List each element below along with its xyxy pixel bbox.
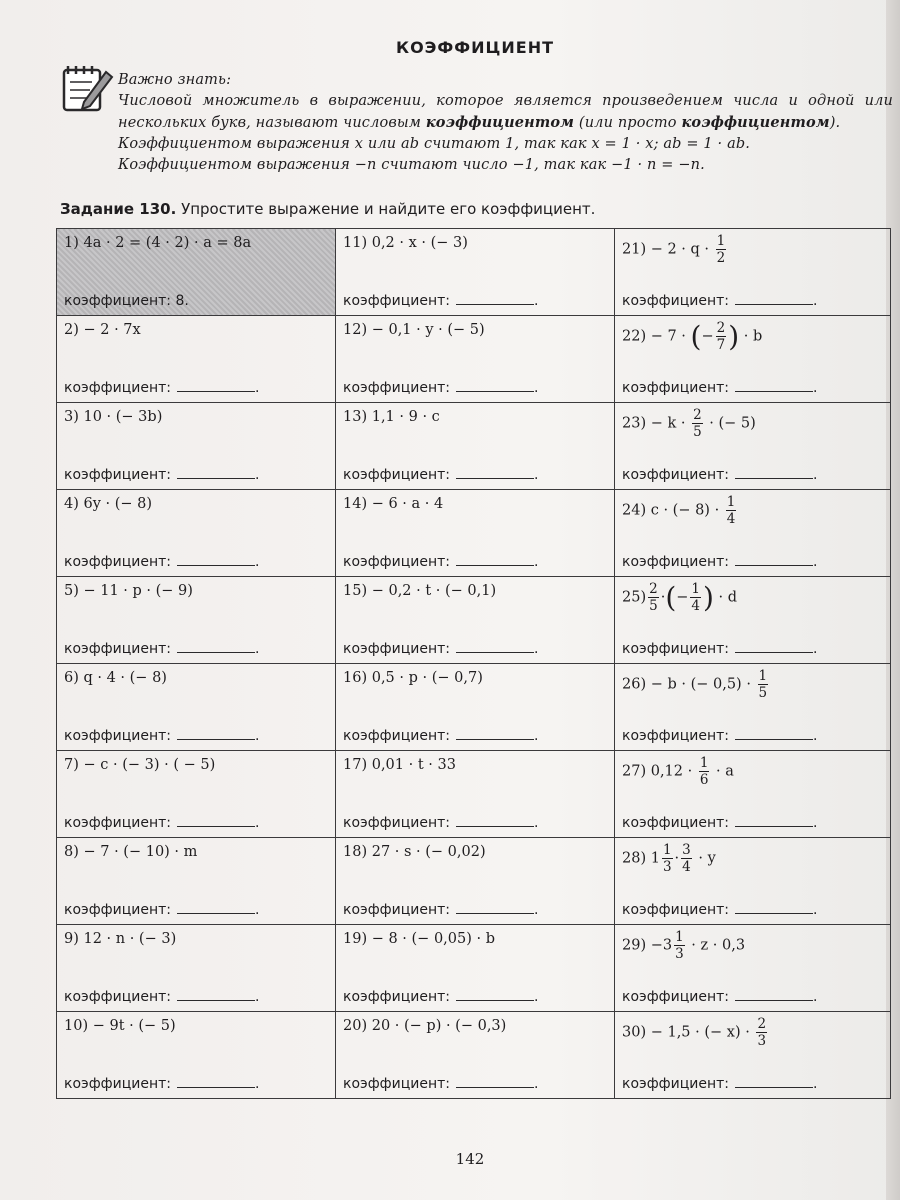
answer-line: коэффициент: .: [343, 554, 539, 570]
answer-blank[interactable]: [735, 466, 813, 479]
exercise-cell-13: [336, 403, 615, 490]
exercise-cell-28: [615, 838, 891, 925]
exercise-expression: 6) q · 4 · (− 8): [64, 670, 167, 686]
answer-line: коэффициент: .: [622, 380, 818, 396]
table-row: [57, 838, 891, 925]
exercise-expression: 9) 12 · n · (− 3): [64, 931, 177, 947]
exercise-cell-10: [57, 1012, 336, 1099]
exercise-expression: 29) −3 $\frac{1}{3}$ · z · 0,3: [622, 929, 746, 962]
exercise-cell-20: [336, 1012, 615, 1099]
page-title: КОЭФФИЦИЕНТ: [395, 38, 554, 57]
answer-blank[interactable]: [456, 379, 534, 392]
exercise-cell-6: [57, 664, 336, 751]
answer-line: коэффициент: .: [343, 989, 539, 1005]
answer-blank[interactable]: [735, 292, 813, 305]
answer-line: коэффициент: .: [343, 293, 539, 309]
answer-blank[interactable]: [456, 553, 534, 566]
exercise-expression: 24) c · (− 8) · $\frac{1}{4}$: [622, 494, 736, 527]
table-row: [57, 751, 891, 838]
exercise-expression: 19) − 8 · (− 0,05) · b: [343, 931, 495, 947]
exercise-expression: 7) − c · (− 3) · ( − 5): [64, 757, 216, 773]
answer-line: коэффициент: .: [343, 902, 539, 918]
notepad-pencil-icon: [60, 62, 114, 114]
exercise-cell-16: [336, 664, 615, 751]
answer-line: коэффициент: .: [343, 380, 539, 396]
answer-blank[interactable]: [735, 727, 813, 740]
note-line-3: Коэффициентом выражения −n считают число −1, так как −1 · n = −n.: [118, 157, 705, 173]
answer-line: коэффициент: .: [343, 728, 539, 744]
exercise-expression: 20) 20 · (− p) · (− 0,3): [343, 1018, 507, 1034]
exercise-cell-17: [336, 751, 615, 838]
table-row: [57, 1012, 891, 1099]
exercise-expression: 5) − 11 · p · (− 9): [64, 583, 193, 599]
exercise-cell-5: [57, 577, 336, 664]
answer-blank[interactable]: [177, 988, 255, 1001]
exercise-expression: 21) − 2 · q · $\frac{1}{2}$: [622, 233, 726, 266]
note-heading: Важно знать:: [118, 72, 232, 88]
task-heading: [60, 200, 595, 218]
page-number: 142: [455, 1150, 485, 1168]
answer-blank[interactable]: [735, 814, 813, 827]
note-line-2: Коэффициентом выражения x или ab считают 1, так как x = 1 · x; ab = 1 · ab.: [118, 136, 751, 152]
exercise-cell-19: [336, 925, 615, 1012]
exercise-expression: 14) − 6 · a · 4: [343, 496, 444, 512]
answer-line: коэффициент: .: [343, 815, 539, 831]
exercise-expression: 17) 0,01 · t · 33: [343, 757, 456, 773]
exercise-expression: 11) 0,2 · x · (− 3): [343, 235, 468, 251]
answer-blank[interactable]: [735, 553, 813, 566]
answer-line: коэффициент: .: [64, 380, 260, 396]
answer-blank[interactable]: [456, 988, 534, 1001]
exercise-cell-18: [336, 838, 615, 925]
exercise-expression: 3) 10 · (− 3b): [64, 409, 163, 425]
important-note: [118, 70, 893, 176]
exercise-cell-7: [57, 751, 336, 838]
answer-line: коэффициент: .: [622, 293, 818, 309]
exercise-expression: 27) 0,12 · $\frac{1}{6}$ · a: [622, 755, 734, 788]
answer-line: коэффициент: .: [64, 467, 260, 483]
answer-blank[interactable]: [177, 466, 255, 479]
note-rule: Числовой множитель в выражении, которое является произведением числа и одной или нескольких букв, называют числовым коэффициентом (или просто коэффициентом).: [118, 93, 893, 131]
answer-blank[interactable]: [735, 379, 813, 392]
answer-blank[interactable]: [177, 901, 255, 914]
exercise-cell-21: [615, 229, 891, 316]
answer-blank[interactable]: [735, 901, 813, 914]
answer-line: коэффициент: .: [64, 815, 260, 831]
exercise-cell-23: [615, 403, 891, 490]
exercise-cell-30: [615, 1012, 891, 1099]
answer-line: коэффициент: .: [343, 1076, 539, 1092]
exercise-cell-15: [336, 577, 615, 664]
exercise-cell-29: [615, 925, 891, 1012]
exercise-expression: 22) − 7 · (− $\frac{2}{7}$ ) · b: [622, 320, 763, 353]
exercise-cell-27: [615, 751, 891, 838]
exercise-cell-9: [57, 925, 336, 1012]
exercise-expression: 8) − 7 · (− 10) · m: [64, 844, 198, 860]
answer-line: коэффициент: .: [64, 641, 260, 657]
answer-line: коэффициент: .: [622, 815, 818, 831]
answer-line: коэффициент: .: [64, 554, 260, 570]
answer-blank[interactable]: [735, 1075, 813, 1088]
exercise-expression: 15) − 0,2 · t · (− 0,1): [343, 583, 497, 599]
exercise-cell-11: [336, 229, 615, 316]
exercise-cell-25: [615, 577, 891, 664]
exercise-expression: 12) − 0,1 · y · (− 5): [343, 322, 485, 338]
exercise-cell-8: [57, 838, 336, 925]
answer-blank[interactable]: [456, 640, 534, 653]
answer-line: коэффициент: .: [622, 1076, 818, 1092]
table-row: [57, 316, 891, 403]
table-row: [57, 577, 891, 664]
answer-line: коэффициент: .: [64, 728, 260, 744]
exercise-cell-24: [615, 490, 891, 577]
exercise-expression: 1) 4a · 2 = (4 · 2) · a = 8a: [64, 235, 252, 251]
table-row: [57, 229, 891, 316]
exercise-expression: 13) 1,1 · 9 · c: [343, 409, 440, 425]
answer-blank[interactable]: [456, 901, 534, 914]
answer-blank[interactable]: [735, 988, 813, 1001]
answer-line: коэффициент: .: [622, 902, 818, 918]
answer-blank[interactable]: [735, 640, 813, 653]
answer-blank[interactable]: [456, 727, 534, 740]
exercise-expression: 4) 6y · (− 8): [64, 496, 153, 512]
task-label: Задание 130.: [60, 200, 177, 218]
exercise-expression: 16) 0,5 · p · (− 0,7): [343, 670, 483, 686]
table-row: [57, 664, 891, 751]
answer-blank[interactable]: [177, 379, 255, 392]
answer-blank[interactable]: [456, 466, 534, 479]
exercise-expression: 28) 1 $\frac{1}{3}$ · $\frac{3}{4}$ · y: [622, 842, 716, 875]
answer-line: коэффициент: .: [64, 902, 260, 918]
task-text: Упростите выражение и найдите его коэффициент.: [181, 200, 596, 218]
exercise-cell-4: [57, 490, 336, 577]
exercise-cell-14: [336, 490, 615, 577]
answer-blank[interactable]: [177, 814, 255, 827]
table-row: [57, 490, 891, 577]
exercise-expression: 18) 27 · s · (− 0,02): [343, 844, 486, 860]
exercise-expression: 10) − 9t · (− 5): [64, 1018, 176, 1034]
answer-line: коэффициент: .: [622, 554, 818, 570]
answer-line: коэффициент: .: [64, 1076, 260, 1092]
answer-blank[interactable]: [177, 727, 255, 740]
answer-blank[interactable]: [456, 814, 534, 827]
exercise-cell-2: [57, 316, 336, 403]
answer-line: коэффициент: .: [622, 467, 818, 483]
answer-line: коэффициент: .: [343, 467, 539, 483]
example-answer: коэффициент: 8.: [64, 293, 189, 309]
answer-blank[interactable]: [456, 1075, 534, 1088]
answer-blank[interactable]: [177, 1075, 255, 1088]
exercise-cell-22: [615, 316, 891, 403]
exercise-cell-3: [57, 403, 336, 490]
table-row: [57, 403, 891, 490]
answer-blank[interactable]: [177, 553, 255, 566]
answer-blank[interactable]: [177, 640, 255, 653]
table-row: [57, 925, 891, 1012]
answer-line: коэффициент: .: [64, 989, 260, 1005]
answer-blank[interactable]: [456, 292, 534, 305]
exercise-expression: 25) $\frac{2}{5}$ ·(− $\frac{1}{4}$ ) · d: [622, 581, 738, 614]
answer-line: коэффициент: .: [622, 989, 818, 1005]
exercise-expression: 23) − k · $\frac{2}{5}$ · (− 5): [622, 407, 756, 440]
answer-line: коэффициент: .: [622, 641, 818, 657]
exercise-cell-26: [615, 664, 891, 751]
exercise-expression: 26) − b · (− 0,5) · $\frac{1}{5}$: [622, 668, 768, 701]
exercise-expression: 2) − 2 · 7x: [64, 322, 141, 338]
exercise-cell-1: [57, 229, 336, 316]
answer-line: коэффициент: .: [622, 728, 818, 744]
exercise-cell-12: [336, 316, 615, 403]
exercise-expression: 30) − 1,5 · (− x) · $\frac{2}{3}$: [622, 1016, 767, 1049]
exercise-table: [56, 228, 891, 1099]
answer-line: коэффициент: .: [343, 641, 539, 657]
